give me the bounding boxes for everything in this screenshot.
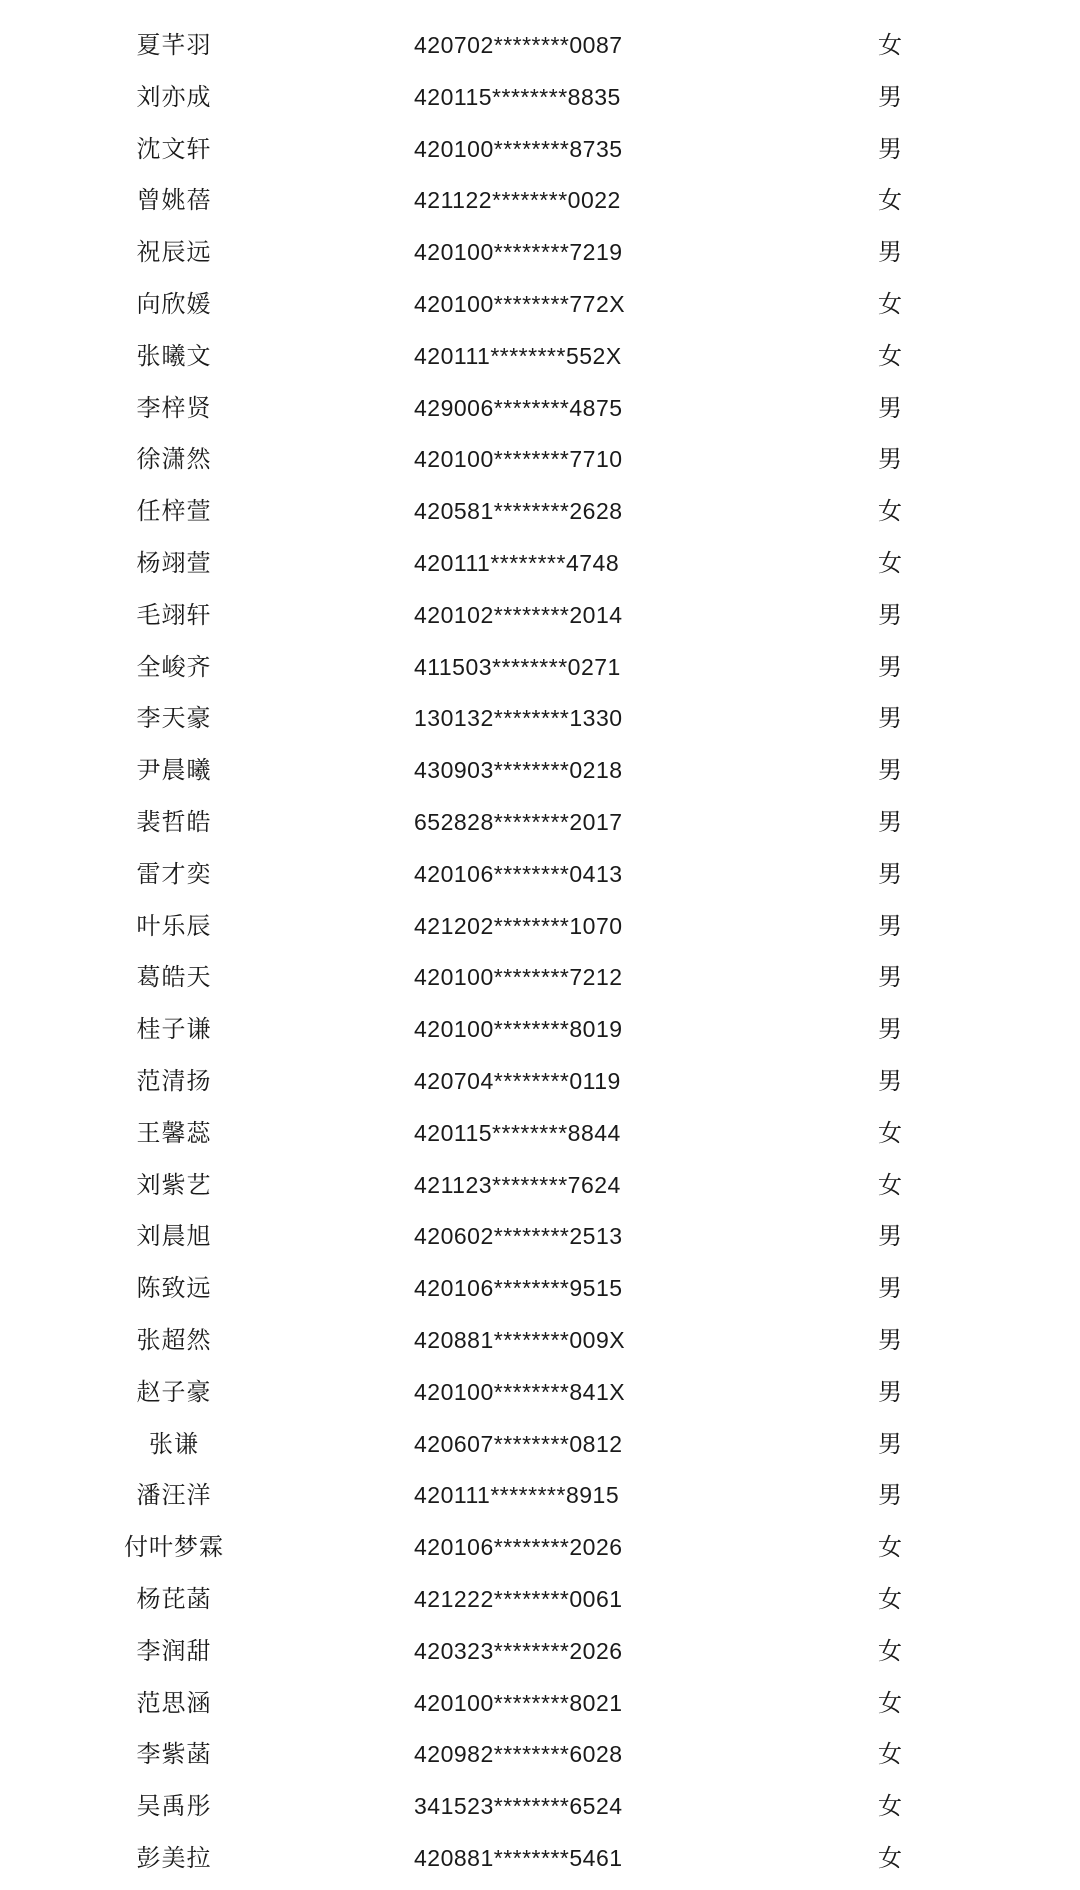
id-number: 420111********4748 xyxy=(414,549,620,576)
table-row xyxy=(0,1470,1080,1522)
table-row xyxy=(0,1367,1080,1419)
student-name: 吴禹彤 xyxy=(136,1792,212,1821)
id-number: 420115********8835 xyxy=(414,83,621,110)
id-number: 652828********2017 xyxy=(414,808,623,835)
table-row xyxy=(0,1781,1080,1833)
gender: 男 xyxy=(878,600,902,629)
student-name: 杨芘菡 xyxy=(136,1584,212,1613)
table-row xyxy=(0,1160,1080,1212)
id-number: 420100********8735 xyxy=(414,135,623,162)
student-name: 尹晨曦 xyxy=(136,756,212,785)
id-number: 420115********8844 xyxy=(414,1119,621,1146)
id-number: 420100********7710 xyxy=(414,446,623,473)
table-row xyxy=(0,1833,1080,1885)
id-number: 420100********8019 xyxy=(414,1016,623,1043)
table-row xyxy=(0,1522,1080,1574)
gender: 女 xyxy=(878,186,902,215)
id-number: 420100********841X xyxy=(414,1378,626,1405)
id-number: 420607********0812 xyxy=(414,1430,623,1457)
gender: 男 xyxy=(878,82,902,111)
student-name: 曾姚蓓 xyxy=(136,186,212,215)
student-name: 裴哲皓 xyxy=(136,807,212,836)
id-number: 420106********2026 xyxy=(414,1534,623,1561)
gender: 男 xyxy=(878,238,902,267)
student-name: 李紫菡 xyxy=(136,1740,212,1769)
table-row xyxy=(0,72,1080,124)
id-number: 420111********552X xyxy=(414,342,622,369)
id-number: 420100********772X xyxy=(414,290,626,317)
table-row xyxy=(0,693,1080,745)
student-name: 范思涵 xyxy=(136,1688,212,1717)
student-name: 付叶梦霖 xyxy=(124,1533,224,1562)
gender: 男 xyxy=(878,1222,902,1251)
gender: 男 xyxy=(878,1015,902,1044)
student-name: 李润甜 xyxy=(136,1636,212,1665)
student-name: 张谦 xyxy=(149,1429,199,1458)
table-row xyxy=(0,124,1080,176)
gender: 男 xyxy=(878,911,902,940)
student-name: 全峻齐 xyxy=(136,652,212,681)
table-row xyxy=(0,797,1080,849)
student-name: 毛翊轩 xyxy=(136,600,212,629)
id-number: 420881********5461 xyxy=(414,1844,623,1871)
student-name: 桂子谦 xyxy=(136,1015,212,1044)
gender: 女 xyxy=(878,1118,902,1147)
gender: 男 xyxy=(878,1481,902,1510)
table-row xyxy=(0,331,1080,383)
student-name: 向欣媛 xyxy=(136,289,212,318)
id-number: 420100********7212 xyxy=(414,964,623,991)
table-row xyxy=(0,1574,1080,1626)
table-row xyxy=(0,486,1080,538)
student-name: 彭美拉 xyxy=(136,1843,212,1872)
gender: 男 xyxy=(878,1066,902,1095)
table-row xyxy=(0,1678,1080,1730)
id-number: 420581********2628 xyxy=(414,498,623,525)
student-name: 葛皓天 xyxy=(136,963,212,992)
gender: 男 xyxy=(878,1325,902,1354)
student-name: 刘亦成 xyxy=(136,82,212,111)
gender: 女 xyxy=(878,1636,902,1665)
id-number: 421123********7624 xyxy=(414,1171,621,1198)
id-number: 430903********0218 xyxy=(414,757,623,784)
gender: 女 xyxy=(878,289,902,318)
table-row xyxy=(0,1263,1080,1315)
id-number: 420102********2014 xyxy=(414,601,623,628)
gender: 女 xyxy=(878,497,902,526)
id-number: 420702********0087 xyxy=(414,32,623,58)
roster-table xyxy=(0,20,1080,1885)
gender: 女 xyxy=(878,548,902,577)
student-name: 王馨蕊 xyxy=(136,1118,212,1147)
id-number: 420106********0413 xyxy=(414,860,623,887)
id-number: 421122********0022 xyxy=(414,187,621,214)
table-row xyxy=(0,642,1080,694)
gender: 男 xyxy=(878,859,902,888)
gender: 女 xyxy=(878,341,902,370)
table-row xyxy=(0,1626,1080,1678)
student-name: 沈文轩 xyxy=(136,134,212,163)
table-row xyxy=(0,1004,1080,1056)
table-row xyxy=(0,279,1080,331)
gender: 女 xyxy=(878,31,902,59)
table-row xyxy=(0,20,1080,72)
gender: 女 xyxy=(878,1584,902,1613)
id-number: 420881********009X xyxy=(414,1326,626,1353)
id-number: 341523********6524 xyxy=(414,1793,623,1820)
gender: 女 xyxy=(878,1843,902,1872)
student-name: 雷才奕 xyxy=(136,859,212,888)
student-name: 李梓贤 xyxy=(136,393,212,422)
id-number: 420100********7219 xyxy=(414,239,623,266)
student-name: 李天豪 xyxy=(136,704,212,733)
student-name: 祝辰远 xyxy=(136,238,212,267)
student-name: 潘汪洋 xyxy=(136,1481,212,1510)
gender: 女 xyxy=(878,1792,902,1821)
gender: 女 xyxy=(878,1688,902,1717)
student-name: 任梓萱 xyxy=(136,497,212,526)
table-row xyxy=(0,745,1080,797)
gender: 女 xyxy=(878,1170,902,1199)
table-row xyxy=(0,1419,1080,1471)
id-number: 130132********1330 xyxy=(414,705,623,732)
gender: 女 xyxy=(878,1533,902,1562)
id-number: 420106********9515 xyxy=(414,1275,623,1302)
table-row xyxy=(0,1056,1080,1108)
id-number: 420982********6028 xyxy=(414,1741,623,1768)
gender: 女 xyxy=(878,1740,902,1769)
table-row xyxy=(0,175,1080,227)
id-number: 421222********0061 xyxy=(414,1585,623,1612)
table-row xyxy=(0,1108,1080,1160)
student-name: 刘紫艺 xyxy=(136,1170,212,1199)
student-name: 陈致远 xyxy=(136,1274,212,1303)
table-row xyxy=(0,1315,1080,1367)
student-name: 杨翊萱 xyxy=(136,548,212,577)
student-name: 张超然 xyxy=(136,1325,212,1354)
id-number: 421202********1070 xyxy=(414,912,623,939)
table-row xyxy=(0,952,1080,1004)
id-number: 420704********0119 xyxy=(414,1067,621,1094)
table-row xyxy=(0,383,1080,435)
gender: 男 xyxy=(878,445,902,474)
table-row xyxy=(0,1211,1080,1263)
gender: 男 xyxy=(878,652,902,681)
table-row xyxy=(0,901,1080,953)
gender: 男 xyxy=(878,807,902,836)
id-number: 411503********0271 xyxy=(414,653,621,680)
table-row xyxy=(0,434,1080,486)
id-number: 429006********4875 xyxy=(414,394,623,421)
gender: 男 xyxy=(878,393,902,422)
student-name: 夏芊羽 xyxy=(136,31,212,59)
id-number: 420602********2513 xyxy=(414,1223,623,1250)
gender: 男 xyxy=(878,1274,902,1303)
table-row xyxy=(0,849,1080,901)
gender: 男 xyxy=(878,704,902,733)
gender: 男 xyxy=(878,1377,902,1406)
table-row xyxy=(0,538,1080,590)
table-row xyxy=(0,227,1080,279)
id-number: 420100********8021 xyxy=(414,1689,623,1716)
table-row xyxy=(0,1729,1080,1781)
student-name: 范清扬 xyxy=(136,1066,212,1095)
student-name: 赵子豪 xyxy=(136,1377,212,1406)
student-name: 张曦文 xyxy=(136,341,212,370)
id-number: 420111********8915 xyxy=(414,1482,620,1509)
student-name: 刘晨旭 xyxy=(136,1222,212,1251)
student-name: 徐潇然 xyxy=(136,445,212,474)
table-row xyxy=(0,590,1080,642)
gender: 男 xyxy=(878,134,902,163)
student-name: 叶乐辰 xyxy=(136,911,212,940)
gender: 男 xyxy=(878,1429,902,1458)
gender: 男 xyxy=(878,756,902,785)
id-number: 420323********2026 xyxy=(414,1637,623,1664)
gender: 男 xyxy=(878,963,902,992)
